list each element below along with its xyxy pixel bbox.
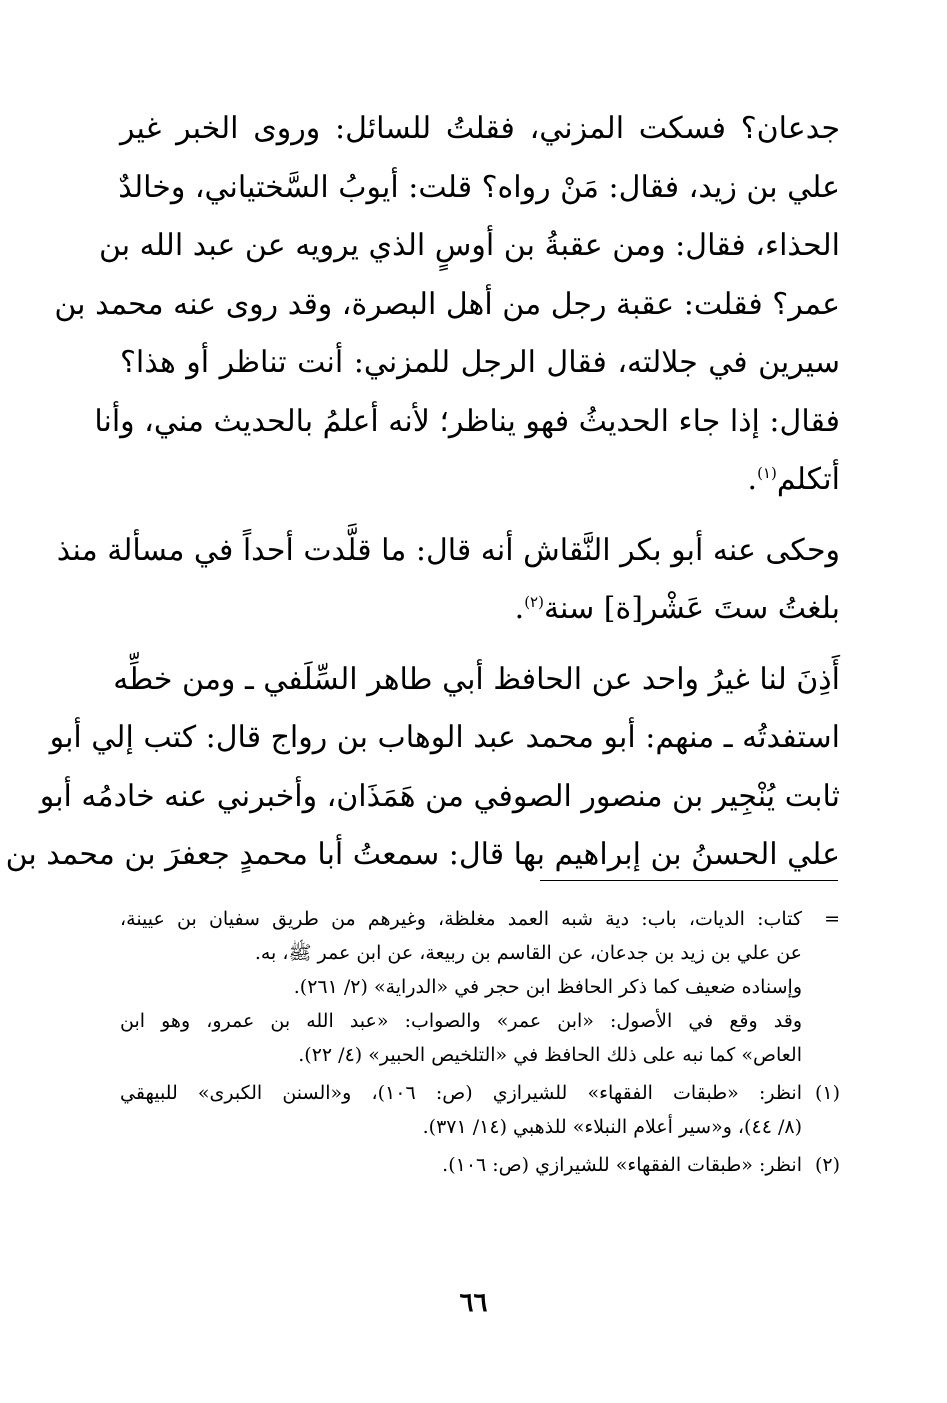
- text-line: عمر؟ فقلت: عقبة رجل من أهل البصرة، وقد روى عنه محمد بن: [54, 286, 840, 322]
- footnote-ref-2: (٢): [524, 593, 544, 611]
- footnote-continuation-line: وقد وقع في الأصول: «ابن عمر» والصواب: «عبد الله بن عمرو، وهو ابن: [120, 1010, 802, 1032]
- page-number: ٦٦: [459, 1288, 488, 1318]
- footnote-continuation-line: العاص» كما نبه على ذلك الحافظ في «التلخيص الحبير» (٤/ ٢٢).: [298, 1044, 802, 1066]
- text-line: أَذِنَ لنا غيرُ واحد عن الحافظ أبي طاهر السِّلَفي ـ ومن خطِّه: [113, 661, 840, 697]
- footnote-continuation-line: =كتاب: الديات، باب: دية شبه العمد مغلظة، وغيرهم من طريق سفيان بن عيينة،: [120, 902, 840, 936]
- continuation-mark: =: [824, 908, 840, 930]
- text-line: سيرين في جلالته، فقال الرجل للمزني: أنت تناظر أو هذا؟: [120, 345, 840, 380]
- text-line: ثابت يُنْجِير بن منصور الصوفي من هَمَذَان، وأخبرني عنه خادمُه أبو: [39, 778, 840, 814]
- footnote-2-line: (٢)انظر: «طبقات الفقهاء» للشيرازي (ص: ١٠٦).: [120, 1148, 840, 1182]
- footnote-1-line: (٨/ ٤٤)، و«سير أعلام النبلاء» للذهبي (١٤/ ٣٧١).: [422, 1116, 802, 1138]
- footnote-continuation-line: عن علي بن زيد بن جدعان، عن القاسم بن ربيعة، عن ابن عمر ﷺ، به.: [254, 942, 802, 964]
- footnote-2-label: (٢): [814, 1154, 840, 1176]
- text-line: علي بن زيد، فقال: مَنْ رواه؟ قلت: أيوبُ السَّختياني، وخالدٌ: [118, 169, 840, 205]
- text-line: جدعان؟ فسكت المزني، فقلتُ للسائل: وروى الخبر غير: [120, 111, 840, 146]
- text-fragment: بلغتُ ستَ عَشْر[ة] سنة: [543, 591, 840, 626]
- text-fragment: أتكلم: [776, 462, 840, 497]
- period: .: [747, 462, 758, 497]
- text-line-with-note: [120, 451, 840, 510]
- period: .: [514, 591, 525, 626]
- footnote-continuation-line: وإسناده ضعيف كما ذكر الحافظ ابن حجر في «الدراية» (٢/ ٢٦١).: [293, 976, 802, 998]
- footnote-1-label: (١): [814, 1082, 840, 1104]
- main-text: [5, 100, 840, 885]
- text-line: فقال: إذا جاء الحديثُ فهو يناظر؛ لأنه أعلمُ بالحديث مني، وأنا: [94, 403, 840, 439]
- footnotes: [120, 902, 840, 1182]
- footnote-separator: [540, 880, 838, 881]
- text-line: علي الحسنُ بن إبراهيم بها قال: سمعتُ أبا محمدٍ جعفرَ بن محمد بن: [5, 837, 840, 872]
- text-line: الحذاء، فقال: ومن عقبةُ بن أوسٍ الذي يرويه عن عبد الله بن: [98, 228, 840, 263]
- footnote-ref-1: (١): [757, 464, 777, 482]
- footnote-1-line: (١)انظر: «طبقات الفقهاء» للشيرازي (ص: ١٠٦)، و«السنن الكبرى» للبيهقي: [120, 1076, 840, 1110]
- text-line: استفدتُه ـ منهم: أبو محمد عبد الوهاب بن رواج قال: كتب إلي أبو: [49, 720, 840, 755]
- text-line: وحكى عنه أبو بكر النَّقاش أنه قال: ما قلَّدت أحداً في مسألة منذ: [56, 532, 840, 568]
- text-line-with-note: [120, 580, 840, 639]
